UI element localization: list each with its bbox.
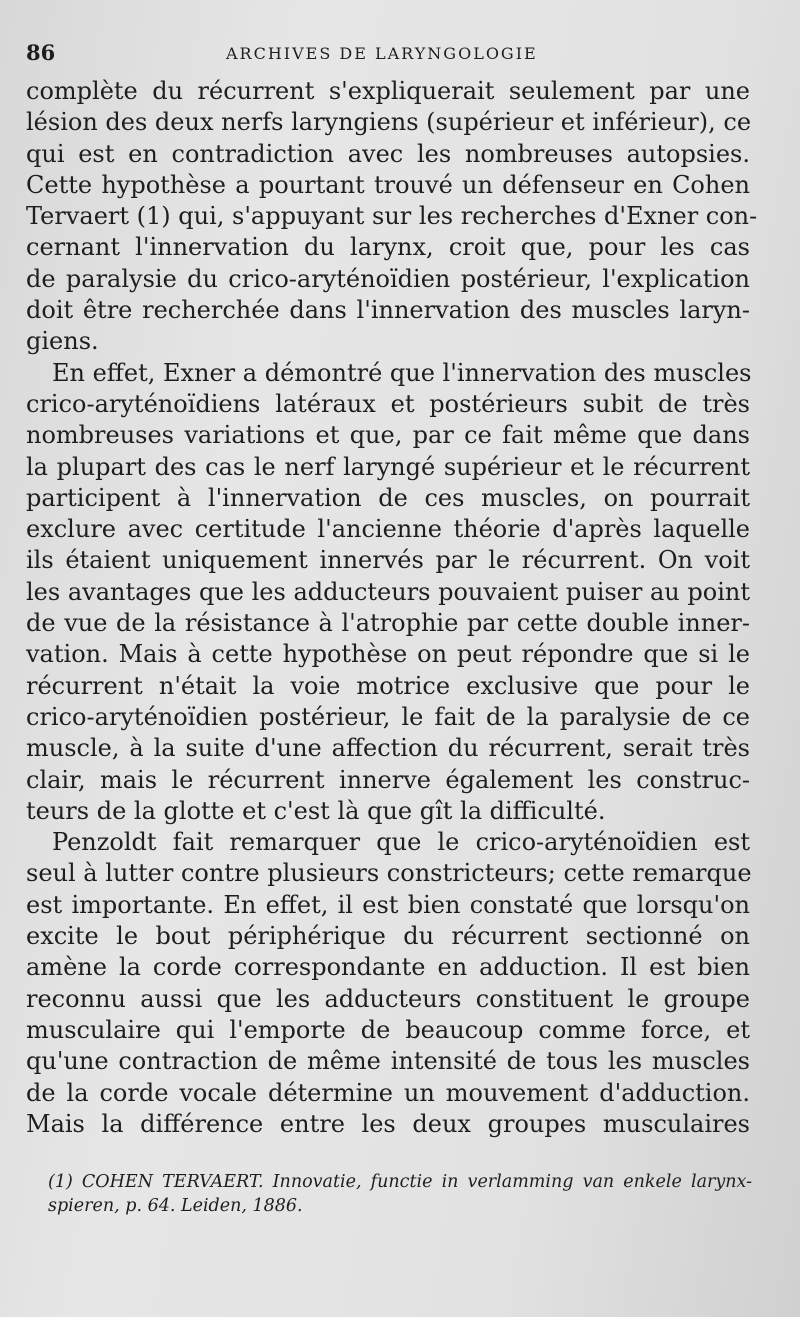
- text-line: est importante. En effet, il est bien constaté que lorsqu'on: [26, 890, 750, 919]
- text-line: lésion des deux nerfs laryngiens (supérieur et inférieur), ce: [26, 108, 752, 137]
- text-line: de la corde vocale détermine un mouvement d'adduction.: [26, 1078, 750, 1107]
- page-number: 86: [26, 40, 56, 65]
- text-line: vation. Mais à cette hypothèse on peut répondre que si le: [26, 640, 750, 669]
- text-line: Cette hypothèse a pourtant trouvé un défenseur en Cohen: [26, 170, 750, 199]
- text-line: clair, mais le récurrent innerve également les construc-: [26, 765, 750, 794]
- running-head: ARCHIVES DE LARYNGOLOGIE: [226, 44, 538, 63]
- text-line: de vue de la résistance à l'atrophie par cette double inner-: [26, 609, 750, 638]
- text-line: teurs de la glotte et c'est là que gît la difficulté.: [26, 796, 606, 825]
- text-line: les avantages que les adducteurs pouvaient puiser au point: [26, 577, 750, 606]
- text-line: Mais la différence entre les deux groupes musculaires: [26, 1109, 750, 1138]
- page-header: [26, 40, 766, 70]
- text-line: En effet, Exner a démontré que l'innervation des muscles: [52, 358, 752, 387]
- text-line: récurrent n'était la voie motrice exclusive que pour le: [26, 671, 750, 700]
- text-line: excite le bout périphérique du récurrent sectionné on: [26, 922, 750, 951]
- text-line: Penzoldt fait remarquer que le crico-aryténoïdien est: [52, 828, 750, 857]
- text-line: cernant l'innervation du larynx, croit que, pour les cas: [26, 233, 750, 262]
- text-line: muscle, à la suite d'une affection du récurrent, serait très: [26, 734, 750, 763]
- text-line: qu'une contraction de même intensité de tous les muscles: [26, 1047, 750, 1076]
- footnote: [48, 1170, 752, 1218]
- body-text: [26, 76, 758, 1140]
- text-line: exclure avec certitude l'ancienne théorie d'après laquelle: [26, 515, 750, 544]
- text-line: Tervaert (1) qui, s'appuyant sur les recherches d'Exner con-: [26, 202, 758, 231]
- text-line: seul à lutter contre plusieurs constricteurs; cette remarque: [26, 859, 752, 888]
- text-line: de paralysie du crico-aryténoïdien postérieur, l'explication: [26, 264, 750, 293]
- footnote-line: spieren, p. 64. Leiden, 1886.: [48, 1196, 303, 1216]
- text-line: crico-aryténoïdien postérieur, le fait de la paralysie de ce: [26, 702, 750, 731]
- text-line: musculaire qui l'emporte de beaucoup comme force, et: [26, 1015, 750, 1044]
- text-line: giens.: [26, 327, 99, 356]
- footnote-line: (1) COHEN TERVAERT. Innovatie, functie in verlamming van enkele larynx-: [48, 1172, 752, 1192]
- text-line: crico-aryténoïdiens latéraux et postérieurs subit de très: [26, 389, 750, 418]
- text-line: qui est en contradiction avec les nombreuses autopsies.: [26, 139, 750, 168]
- text-line: la plupart des cas le nerf laryngé supérieur et le récurrent: [26, 452, 750, 481]
- text-line: amène la corde correspondante en adduction. Il est bien: [26, 953, 750, 982]
- text-line: reconnu aussi que les adducteurs constituent le groupe: [26, 984, 750, 1013]
- text-line: nombreuses variations et que, par ce fait même que dans: [26, 421, 750, 450]
- text-line: complète du récurrent s'expliquerait seulement par une: [26, 77, 750, 105]
- text-line: participent à l'innervation de ces muscles, on pourrait: [26, 483, 750, 512]
- text-line: doit être recherchée dans l'innervation des muscles laryn-: [26, 296, 750, 325]
- text-line: ils étaient uniquement innervés par le récurrent. On voit: [26, 546, 750, 575]
